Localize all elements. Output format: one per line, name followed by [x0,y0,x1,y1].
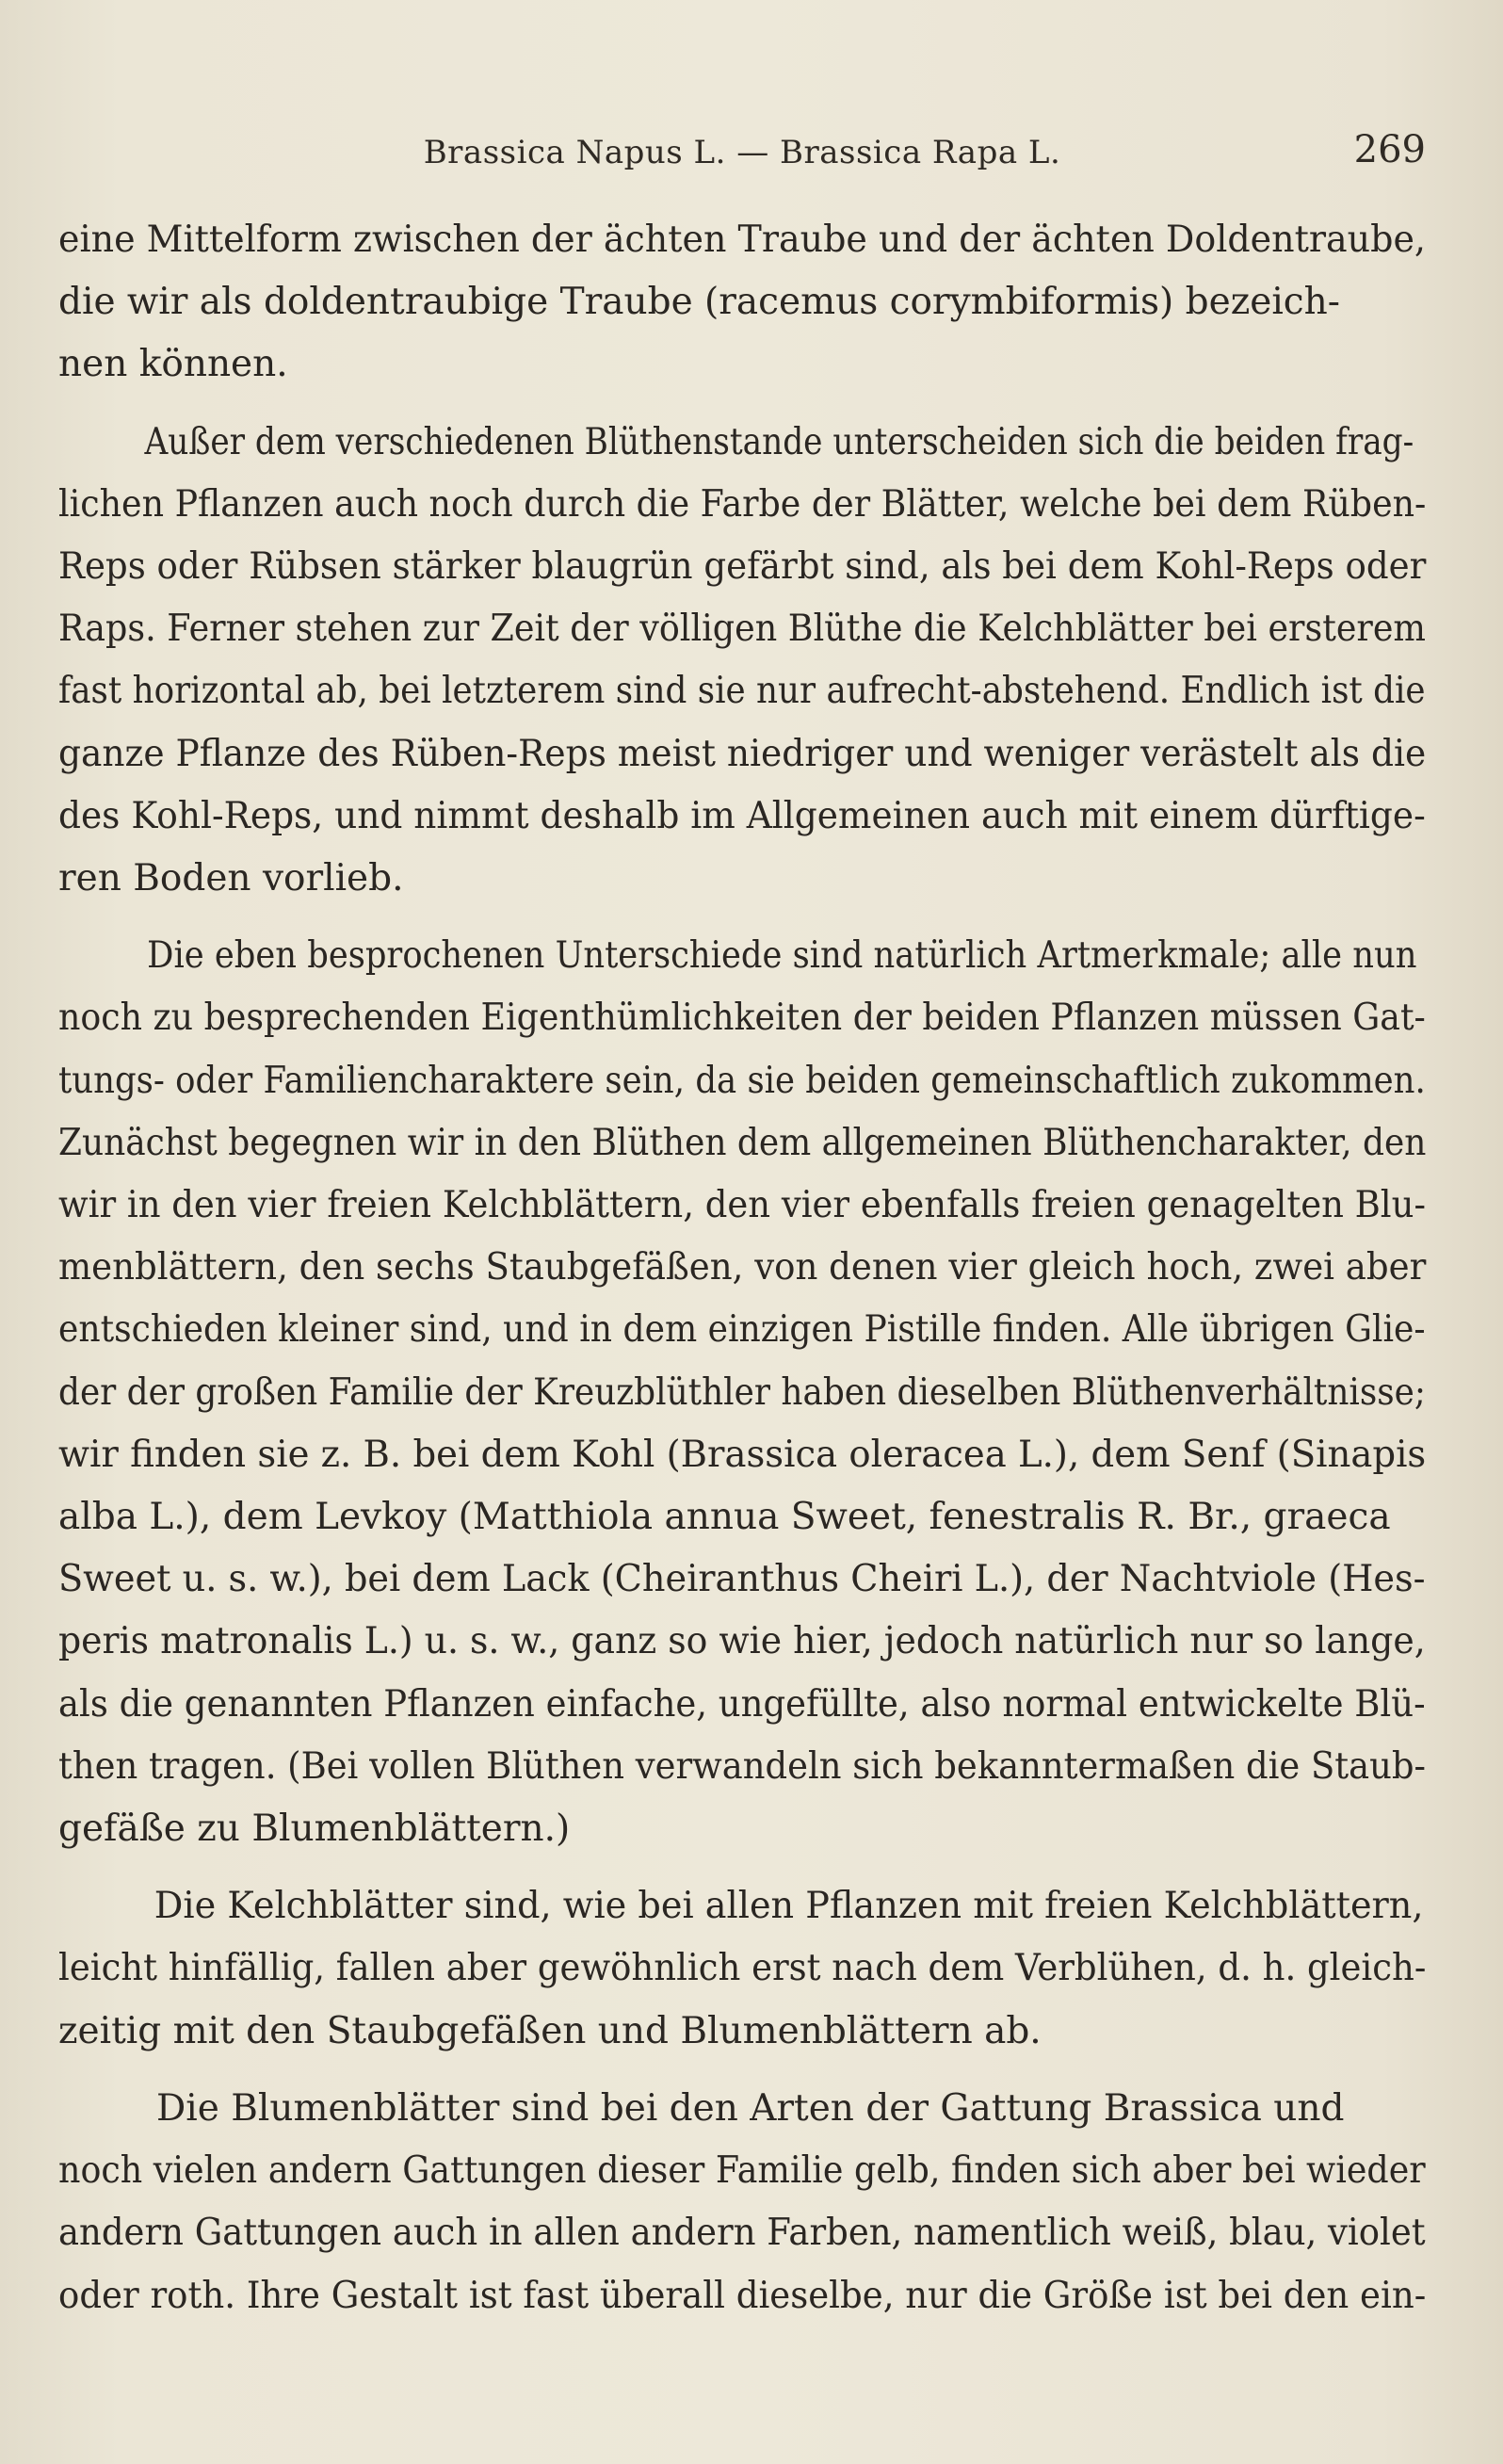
text-line: entschieden kleiner sind, und in dem einzigen Pistille finden. Alle übrigen Glie- [58,1308,1426,1352]
text-line: Zunächst begegnen wir in den Blüthen dem allgemeinen Blüthencharakter, den [58,1121,1427,1164]
text-line: zeitig mit den Staubgefäßen und Blumenblättern ab. [58,2009,1042,2052]
text-line: Raps. Ferner stehen zur Zeit der völligen Blüthe die Kelchblätter bei ersterem [58,608,1427,651]
text-line: der der großen Familie der Kreuzblüthler haben dieselben Blüthenverhältnisse; [58,1370,1426,1414]
paragraph-4 [58,1875,1426,2063]
page-header [58,128,1426,185]
text-line: Die Kelchblätter sind, wie bei allen Pflanzen mit freien Kelchblättern, [154,1885,1424,1928]
text-line: oder roth. Ihre Gestalt ist fast überall dieselbe, nur die Größe ist bei den ein- [58,2274,1427,2317]
text-line: gefäße zu Blumenblättern.) [58,1807,571,1851]
text-line: then tragen. (Bei vollen Blüthen verwandeln sich bekanntermaßen die Staub- [58,1744,1427,1788]
paragraph-3 [58,925,1426,1860]
text-line: noch zu besprechenden Eigenthümlichkeiten der beiden Pflanzen müssen Gat- [58,997,1426,1040]
paragraph-5 [58,2078,1426,2327]
text-line: wir finden sie z. B. bei dem Kohl (Brassica oleracea L.), dem Senf (Sinapis [58,1433,1427,1476]
text-line: die wir als doldentraubige Traube (racemus corymbiformis) bezeich- [58,281,1340,324]
running-head: Brassica Napus L. — Brassica Rapa L. [423,134,1061,171]
page-number: 269 [1353,128,1426,171]
text-line: menblättern, den sechs Staubgefäßen, von denen vier gleich hoch, zwei aber [58,1246,1427,1289]
text-line: fast horizontal ab, bei letzterem sind sie nur aufrecht-abstehend. Endlich ist die [58,670,1426,713]
text-line: Reps oder Rübsen stärker blaugrün gefärbt sind, als bei dem Kohl-Reps oder [58,545,1427,589]
text-line: tungs- oder Familiencharaktere sein, da sie beiden gemeinschaftlich zukommen. [58,1059,1426,1102]
text-line: wir in den vier freien Kelchblättern, den vier ebenfalls freien genagelten Blu- [58,1184,1426,1227]
text-line: ren Boden vorlieb. [58,857,404,900]
text-line: andern Gattungen auch in allen andern Farben, namentlich weiß, blau, violet [58,2212,1426,2255]
text-line: leicht hinfällig, fallen aber gewöhnlich erst nach dem Verblühen, d. h. gleich- [58,1947,1427,1990]
paragraph-1 [58,209,1426,397]
text-line: Sweet u. s. w.), bei dem Lack (Cheiranthus Cheiri L.), der Nachtviole (Hes- [58,1558,1426,1601]
text-line: lichen Pflanzen auch noch durch die Farbe der Blätter, welche bei dem Rüben- [58,482,1427,526]
text-line: als die genannten Pflanzen einfache, ungefüllte, also normal entwickelte Blü- [58,1682,1426,1726]
text-line: ganze Pflanze des Rüben-Reps meist niedriger und weniger verästelt als die [58,732,1427,775]
text-line: des Kohl-Reps, und nimmt deshalb im Allgemeinen auch mit einem dürftige- [58,794,1426,837]
text-line: Die eben besprochenen Unterschiede sind natürlich Artmerkmale; alle nun [147,934,1417,978]
text-line: Außer dem verschiedenen Blüthenstande unterscheiden sich die beiden frag- [144,420,1414,463]
text-line: eine Mittelform zwischen der ächten Traube und der ächten Doldentraube, [58,219,1427,261]
body-text [58,209,1426,2327]
text-line: alba L.), dem Levkoy (Matthiola annua Sweet, fenestralis R. Br., graeca [58,1496,1391,1539]
text-line: nen können. [58,343,288,386]
text-line: peris matronalis L.) u. s. w., ganz so wie hier, jedoch natürlich nur so lange, [58,1620,1426,1663]
text-line: Die Blumenblätter sind bei den Arten der Gattung Brassica und [156,2086,1345,2130]
paragraph-2 [58,412,1426,911]
text-line: noch vielen andern Gattungen dieser Familie gelb, finden sich aber bei wieder [58,2149,1426,2193]
